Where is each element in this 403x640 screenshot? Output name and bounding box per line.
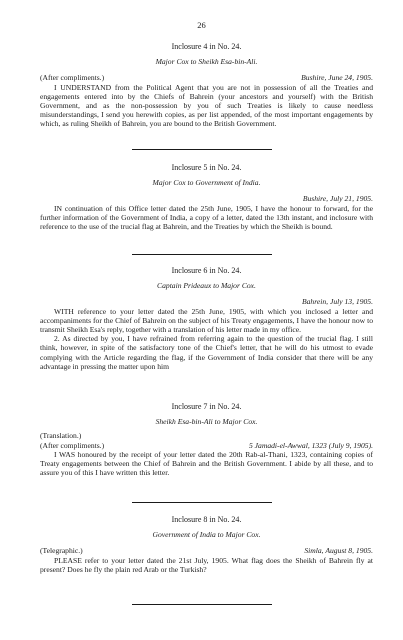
inclosure-heading: Inclosure 4 in No. 24. <box>171 42 242 51</box>
paragraph: 2. As directed by you, I have refrained from referring again to the question of the trucial flag. I still think, however, in spite of the satisfactory tone of the Chief's letter, that he will do his utmost to evade complying with the Article regarding the flag, if the Government of India consider that there will be any advantage in pressing the matter upon him <box>40 334 373 371</box>
inclosure-6 <box>40 266 373 371</box>
paragraph: WITH reference to your letter dated the 25th June, 1905, with which you inclosed a letter and accompaniments for the Chief of Bahrein on the subject of his Treaty engagements, I have the honour now to transmit Sheikh Esa's reply, together with a translation of his letter made in my office. <box>40 306 373 335</box>
left-note: (After compliments.) <box>40 73 105 83</box>
inclosure-subheading: Government of India to Major Cox. <box>152 530 261 540</box>
paragraph: I WAS honoured by the receipt of your letter dated the 20th Rab-al-Thani, 1323, containing copies of Treaty engagements between the Chief of Bahrein and the British Government. I abide by all these, and to assure you of this I have written this letter. <box>40 449 373 478</box>
inclosure-4 <box>40 42 373 129</box>
paragraph: PLEASE refer to your letter dated the 21st July, 1905. What flag does the Sheikh of Bahrein fly at present? Does he fly the plain red Arab or the Turkish? <box>40 555 373 574</box>
inclosure-heading: Inclosure 7 in No. 24. <box>171 402 242 411</box>
paragraph: IN continuation of this Office letter dated the 25th June, 1905, I have the honour to forward, for the further information of the Government of India, a copy of a letter, dated the 13th instant, and inclosure with reference to the use of the trucial flag at Bahrein, and the Treaties by which the Sheikh is bound. <box>40 203 373 232</box>
inclosure-5 <box>40 163 373 231</box>
left-note: (Telegraphic.) <box>40 546 83 556</box>
dateline: Simla, August 8, 1905. <box>304 546 373 556</box>
left-note: (After compliments.) <box>40 440 105 450</box>
inclosure-heading: Inclosure 5 in No. 24. <box>171 163 242 172</box>
divider-rule <box>132 149 272 150</box>
inclosure-heading: Inclosure 6 in No. 24. <box>171 266 242 275</box>
inclosure-subheading: Captain Prideaux to Major Cox. <box>157 281 256 291</box>
dateline: 5 Jamadi-el-Awwal, 1323 (July 9, 1905). <box>248 440 373 450</box>
paragraph: I UNDERSTAND from the Political Agent that you are not in possession of all the Treaties and engagements entered into by the Chiefs of Bahrein (your ancestors and yourself) with the British Government, and as the non-possession by you of such Treaties is likely to cause needless misunderstandings, I send you herewith copies, as per list appended, of the most important engagements by which, as ruling Sheikh of Bahrein, you are bound to the British Government. <box>40 82 373 129</box>
inclosure-subheading: Major Cox to Government of India. <box>152 178 261 188</box>
dateline: Bushire, July 21, 1905. <box>302 194 373 204</box>
divider-rule <box>132 604 272 605</box>
inclosure-heading: Inclosure 8 in No. 24. <box>171 515 242 524</box>
note-date-row <box>40 441 373 450</box>
dateline: Bahrein, July 13, 1905. <box>301 297 373 307</box>
dateline: Bushire, June 24, 1905. <box>301 73 373 83</box>
divider-rule <box>132 254 272 255</box>
divider-rule <box>132 502 272 503</box>
inclosure-subheading: Major Cox to Sheikh Esa-bin-Ali. <box>155 57 258 67</box>
inclosure-8 <box>40 515 373 574</box>
note-date-row <box>40 73 373 82</box>
inclosure-7 <box>40 402 373 477</box>
page-number: 26 <box>197 20 206 30</box>
note-date-row <box>40 546 373 555</box>
inclosure-subheading: Sheikh Esa-bin-Ali to Major Cox. <box>155 417 258 427</box>
left-note: (Translation.) <box>40 431 82 441</box>
